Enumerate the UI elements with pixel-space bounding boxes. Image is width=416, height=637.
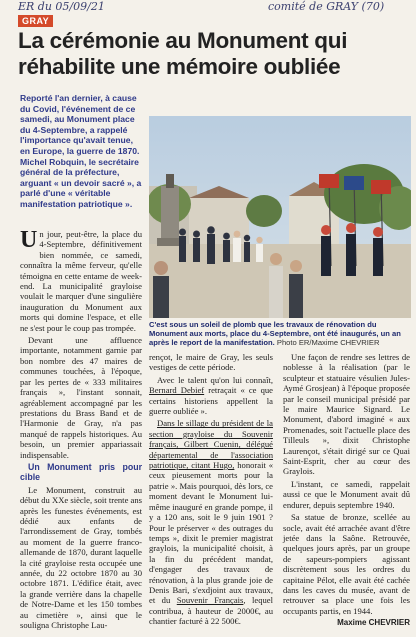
headline bbox=[18, 28, 408, 80]
paragraph: Sa statue de bronze, scellée au socle, avait été arrachée avant d'être jetée dans la Saône. Retrouvée, quelques jours après, par un groupe de sapeurs-pompiers agissant discrètement sous les ordres du capitaine Pélot, elle avait été cachée dans les caves du musée, avant de retrouver sa place une fois les occupants partis, en 1944. bbox=[283, 512, 410, 616]
photo-caption bbox=[149, 320, 411, 348]
photo-credit: Photo ER/Maxime CHEVRIER bbox=[276, 338, 380, 348]
paragraph: rençot, le maire de Gray, les seuls vestiges de cette période. bbox=[149, 352, 273, 373]
paragraph-text: , lequel contribua, à hauteur de 2000€, au chantier facturé à 22 500€. bbox=[149, 595, 273, 627]
paragraph-text: honorait « ceux pieusement morts pour la patrie ». Mais pourquoi, dès lors, ce moment devant le Monument lui-même inauguré en grande pompe, il y a 120 ans, soit le 9 juin 1901 ? Pour le préserver « des outrages du temps », dixit le premier magistrat graylois, la municipalité choisit, à la fin du précédent mandat, d'engager des travaux de rénovation, à la plus grande joie de Denis Bari, s'exdjoint aux travaux, et du bbox=[149, 460, 273, 606]
caption-text: C'est sous un soleil de plomb que les travaux de rénovation du Monument aux morts, place du 4-Septembre, ont été inaugurés, un an après le report de la manifestation. bbox=[149, 320, 401, 348]
drop-cap: U bbox=[20, 227, 38, 253]
headline-line-2: réhabilite une mémoire oubliée bbox=[18, 54, 341, 79]
article-column-2 bbox=[149, 352, 273, 629]
paragraph: Une façon de rendre ses lettres de noblesse à la réalisation (par le sculpteur et statuaire vésulien Jules-Aymé Grosjean) à l'époque proposée par le conseil municipal présidé par le maire Maurice Signard. Le Monument, d'abord imaginé « aux Promenades, soit l'actuelle place des Tilleuls », dixit Christophe Laurençot, s'était dirigé sur ce Quai Saint-Esprit, cher au cœur des Graylois. bbox=[283, 352, 410, 477]
article-column-1 bbox=[20, 229, 142, 632]
paragraph bbox=[149, 418, 273, 626]
author-byline: Maxime CHEVRIER bbox=[337, 618, 410, 628]
handwritten-committee-note: comité de GRAY (70) bbox=[268, 0, 385, 13]
paragraph-text: Avec le talent qu'on lui connaît, bbox=[157, 374, 273, 385]
paragraph: Le Monument, construit au début du XXe siècle, soit trente ans après les funestes événements, est dédié aux enfants de l'arrondissement de Gray, tombés au moment de la guerre franco-allemande de 1870, durant laquelle la cité grayloise resta occupée une année, du 22 octobre 1870 au 30 octobre 1871. L'édifice était, avec la grande verrière dans la chapelle de Notre-Dame et les 150 tombes au cimetière », ainsi que le souligna Christophe Lau- bbox=[20, 484, 142, 631]
section-tag: GRAY bbox=[18, 15, 53, 27]
paragraph-text: n jour, peut-être, la place du 4-Septembre, définitivement bien nommée, ce samedi, connaîtra la même ferveur, qu'elle témoigna en cette entame de week-end. La municipalité grayloise voulait le marquer d'une singulière inauguration du Monument aux morts qui domine l'espace, et elle ne s'est pour le coup pas trompée. bbox=[20, 229, 142, 333]
paragraph bbox=[20, 229, 142, 333]
handwritten-date-note: ER du 05/09/21 bbox=[18, 0, 105, 13]
paragraph: L'instant, ce samedi, rappelait aussi ce que le Monument avait dû endurer, depuis septembre 1940. bbox=[283, 478, 410, 510]
paragraph bbox=[149, 375, 273, 417]
headline-line-1: La cérémonie au Monument qui bbox=[18, 28, 348, 53]
paragraph-text: retraçait « ce que certains historiens appellent la guerre oubliée ». bbox=[149, 385, 273, 417]
highlighted-name: Souvenir Français bbox=[176, 595, 244, 606]
highlighted-passage: Dans le sillage du président de la section grayloise du Souvenir français, Gilbert Cuenin, délégué départemental de l'association patriotique, citant Hugo, bbox=[149, 418, 273, 471]
highlighted-name: Bernard Debief bbox=[149, 385, 205, 396]
paragraph: Devant une affluence importante, notamment garnie par bon nombre des 47 maires de communes touchées, à l'époque, par les pertes de « 333 militaires français », l'instant sonnait, agréablement accompagné par les prestations du Brass Band et de l'Harmonie de Gray, n'a pas manqué de rappels historiques. Au besoin, un premier appariassait indispensable. bbox=[20, 335, 142, 460]
article-lead: Reporté l'an dernier, à cause du Covid, l'événement de ce samedi, au Monument place du 4-Septembre, a rappelé l'importance qu'avait tenue, en Europe, la guerre de 1870. Michel Robquin, le secrétaire général de la préfecture, arguant « un devoir sacré », a parlé d'une « véritable manifestation patriotique ». bbox=[20, 93, 142, 209]
ceremony-photo bbox=[149, 116, 411, 318]
subheading: Un Monument pris pour cible bbox=[20, 461, 142, 483]
article-column-3 bbox=[283, 352, 410, 631]
